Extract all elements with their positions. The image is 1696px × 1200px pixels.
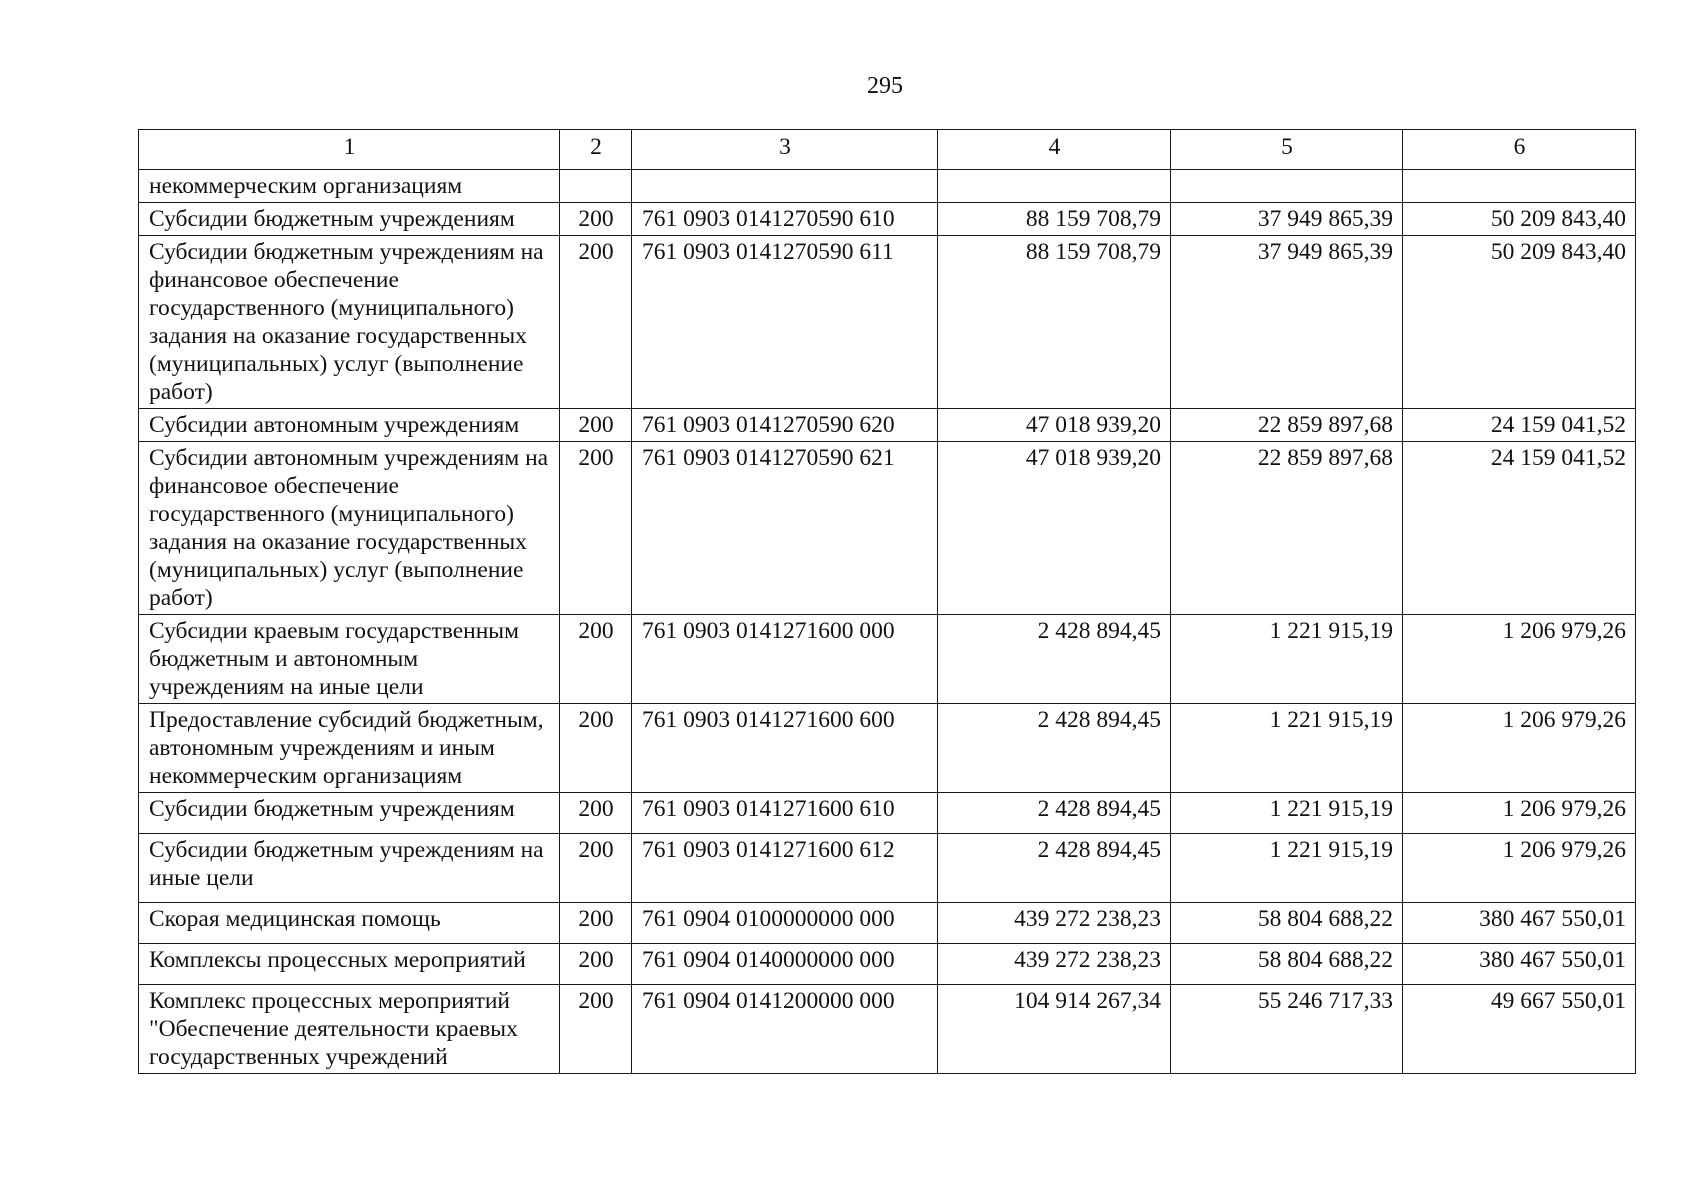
cell-name: Комплексы процессных мероприятий	[139, 944, 560, 985]
cell-col5	[1171, 170, 1403, 203]
cell-kbk: 761 0903 0141270590 621	[632, 442, 938, 615]
cell-col4: 439 272 238,23	[938, 944, 1171, 985]
cell-name: Скорая медицинская помощь	[139, 903, 560, 944]
cell-col4: 439 272 238,23	[938, 903, 1171, 944]
header-col-2: 2	[560, 130, 632, 170]
cell-col4: 104 914 267,34	[938, 985, 1171, 1074]
table-row	[139, 834, 1636, 903]
cell-code: 200	[560, 203, 632, 236]
table-row	[139, 985, 1636, 1074]
cell-kbk: 761 0903 0141270590 620	[632, 409, 938, 442]
cell-name: Субсидии бюджетным учреждениям на финансовое обеспечение государственного (муниципального) задания на оказание государственных (муниципальных) услуг (выполнение работ)	[139, 236, 560, 409]
cell-col4: 47 018 939,20	[938, 442, 1171, 615]
cell-col5: 55 246 717,33	[1171, 985, 1403, 1074]
cell-col4	[938, 170, 1171, 203]
cell-col6: 380 467 550,01	[1403, 944, 1636, 985]
table-row	[139, 442, 1636, 615]
cell-col6: 1 206 979,26	[1403, 834, 1636, 903]
cell-kbk: 761 0904 0100000000 000	[632, 903, 938, 944]
cell-name: Субсидии автономным учреждениям на финансовое обеспечение государственного (муниципального) задания на оказание государственных (муниципальных) услуг (выполнение работ)	[139, 442, 560, 615]
cell-name: Субсидии автономным учреждениям	[139, 409, 560, 442]
cell-col4: 88 159 708,79	[938, 203, 1171, 236]
cell-col4: 2 428 894,45	[938, 615, 1171, 704]
cell-kbk	[632, 170, 938, 203]
table-row	[139, 170, 1636, 203]
cell-col6: 24 159 041,52	[1403, 409, 1636, 442]
cell-code: 200	[560, 834, 632, 903]
cell-col5: 1 221 915,19	[1171, 793, 1403, 834]
table-row	[139, 944, 1636, 985]
cell-col6: 50 209 843,40	[1403, 236, 1636, 409]
header-col-1: 1	[139, 130, 560, 170]
cell-name: Субсидии краевым государственным бюджетным и автономным учреждениям на иные цели	[139, 615, 560, 704]
cell-name: Комплекс процессных мероприятий "Обеспечение деятельности краевых государственных учреждений	[139, 985, 560, 1074]
cell-code: 200	[560, 903, 632, 944]
cell-col5: 58 804 688,22	[1171, 944, 1403, 985]
table-row	[139, 236, 1636, 409]
cell-code	[560, 170, 632, 203]
cell-col4: 2 428 894,45	[938, 793, 1171, 834]
cell-code: 200	[560, 236, 632, 409]
table-row	[139, 704, 1636, 793]
table-header	[139, 130, 1636, 170]
cell-code: 200	[560, 704, 632, 793]
cell-col5: 1 221 915,19	[1171, 615, 1403, 704]
cell-col5: 37 949 865,39	[1171, 203, 1403, 236]
header-col-6: 6	[1403, 130, 1636, 170]
cell-col5: 1 221 915,19	[1171, 834, 1403, 903]
cell-col5: 22 859 897,68	[1171, 442, 1403, 615]
cell-col4: 88 159 708,79	[938, 236, 1171, 409]
cell-col5: 58 804 688,22	[1171, 903, 1403, 944]
table-row	[139, 903, 1636, 944]
cell-name: Субсидии бюджетным учреждениям	[139, 203, 560, 236]
cell-name: Субсидии бюджетным учреждениям на иные цели	[139, 834, 560, 903]
cell-col6: 50 209 843,40	[1403, 203, 1636, 236]
cell-col6: 49 667 550,01	[1403, 985, 1636, 1074]
table-row	[139, 203, 1636, 236]
cell-col4: 2 428 894,45	[938, 704, 1171, 793]
cell-kbk: 761 0903 0141271600 600	[632, 704, 938, 793]
cell-code: 200	[560, 985, 632, 1074]
cell-name: некоммерческим организациям	[139, 170, 560, 203]
cell-kbk: 761 0904 0141200000 000	[632, 985, 938, 1074]
cell-kbk: 761 0903 0141271600 610	[632, 793, 938, 834]
table-row	[139, 793, 1636, 834]
table-row	[139, 409, 1636, 442]
cell-col5: 1 221 915,19	[1171, 704, 1403, 793]
cell-col4: 2 428 894,45	[938, 834, 1171, 903]
cell-kbk: 761 0903 0141270590 610	[632, 203, 938, 236]
cell-code: 200	[560, 442, 632, 615]
cell-name: Субсидии бюджетным учреждениям	[139, 793, 560, 834]
cell-col5: 22 859 897,68	[1171, 409, 1403, 442]
cell-kbk: 761 0903 0141271600 612	[632, 834, 938, 903]
cell-col6: 380 467 550,01	[1403, 903, 1636, 944]
cell-col6: 1 206 979,26	[1403, 704, 1636, 793]
page-number: 295	[867, 73, 903, 99]
header-row	[139, 130, 1636, 170]
table-body	[139, 170, 1636, 1074]
cell-code: 200	[560, 944, 632, 985]
cell-kbk: 761 0903 0141270590 611	[632, 236, 938, 409]
cell-kbk: 761 0904 0140000000 000	[632, 944, 938, 985]
header-col-4: 4	[938, 130, 1171, 170]
cell-name: Предоставление субсидий бюджетным, автономным учреждениям и иным некоммерческим организациям	[139, 704, 560, 793]
budget-table	[138, 129, 1636, 1074]
cell-col6: 24 159 041,52	[1403, 442, 1636, 615]
header-col-3: 3	[632, 130, 938, 170]
cell-code: 200	[560, 409, 632, 442]
cell-code: 200	[560, 615, 632, 704]
header-col-5: 5	[1171, 130, 1403, 170]
cell-col5: 37 949 865,39	[1171, 236, 1403, 409]
cell-kbk: 761 0903 0141271600 000	[632, 615, 938, 704]
cell-col6: 1 206 979,26	[1403, 615, 1636, 704]
table-row	[139, 615, 1636, 704]
cell-col6	[1403, 170, 1636, 203]
cell-code: 200	[560, 793, 632, 834]
cell-col6: 1 206 979,26	[1403, 793, 1636, 834]
cell-col4: 47 018 939,20	[938, 409, 1171, 442]
